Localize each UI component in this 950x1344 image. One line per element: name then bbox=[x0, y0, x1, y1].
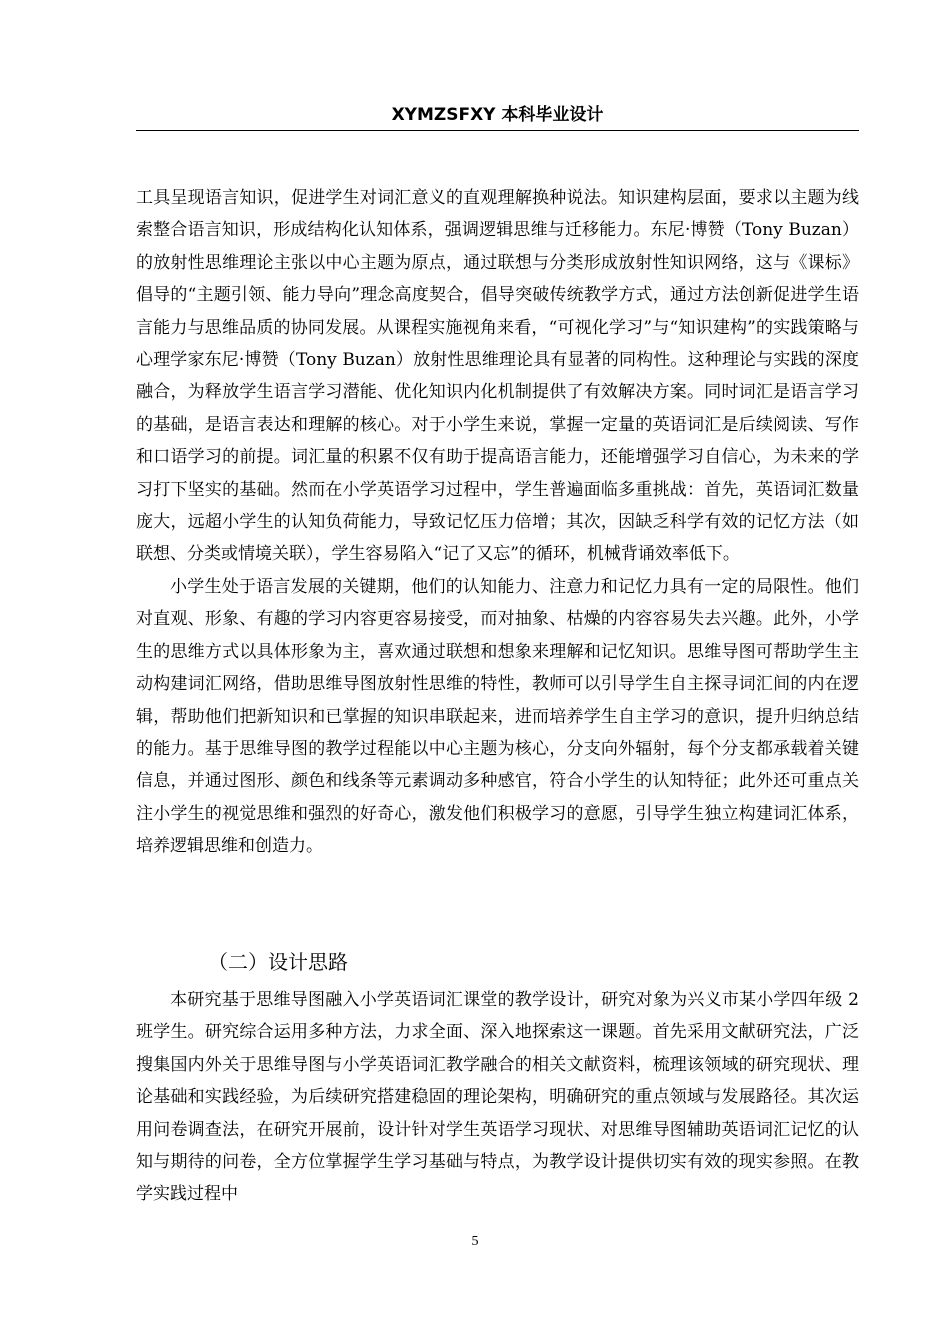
paragraph-2: 小学生处于语言发展的关键期，他们的认知能力、注意力和记忆力具有一定的局限性。他们对直观、形象、有趣的学习内容更容易接受，而对抽象、枯燥的内容容易失去兴趣。此外，小学生的思维方式以具体形象为主，喜欢通过联想和想象来理解和记忆知识。思维导图可帮助学生主动构建词汇网络，借助思维导图放射性思维的特性，教师可以引导学生自主探寻词汇间的内在逻辑，帮助他们把新知识和已掌握的知识串联起来，进而培养学生自主学习的意识，提升归纳总结的能力。基于思维导图的教学过程能以中心主题为核心，分支向外辐射，每个分支都承载着关键信息，并通过图形、颜色和线条等元素调动多种感官，符合小学生的认知特征；此外还可重点关注小学生的视觉思维和强烈的好奇心，激发他们积极学习的意愿，引导学生独立构建词汇体系，培养逻辑思维和创造力。 bbox=[136, 576, 859, 857]
paragraph-1: 工具呈现语言知识，促进学生对词汇意义的直观理解换种说法。知识建构层面，要求以主题为线索整合语言知识，形成结构化认知体系，强调逻辑思维与迁移能力。东尼·博赞（Tony Buzan）的放射性思维理论主张以中心主题为原点，通过联想与分类形成放射性知识网络，这与《课标》倡导的“主题引领、能力导向”理念高度契合，倡导突破传统教学方式，通过方法创新促进学生语言能力与思维品质的协同发展。从课程实施视角来看，“可视化学习”与“知识建构”的实践策略与心理学家东尼·博赞（Tony Buzan）放射性思维理论具有显著的同构性。这种理论与实践的深度融合，为释放学生语言学习潜能、优化知识内化机制提供了有效解决方案。同时词汇是语言学习的基础，是语言表达和理解的核心。对于小学生来说，掌握一定量的英语词汇是后续阅读、写作和口语学习的前提。词汇量的积累不仅有助于提高语言能力，还能增强学习自信心，为未来的学习打下坚实的基础。然而在小学英语学习过程中，学生普遍面临多重挑战：首先，英语词汇数量庞大，远超小学生的认知负荷能力，导致记忆压力倍增；其次，因缺乏科学有效的记忆方法（如联想、分类或情境关联），学生容易陷入“记了又忘”的循环，机械背诵效率低下。 bbox=[136, 188, 859, 565]
main-text-block bbox=[136, 182, 859, 863]
page-number: 5 bbox=[471, 1234, 479, 1249]
paragraph-3: 本研究基于思维导图融入小学英语词汇课堂的教学设计，研究对象为兴义市某小学四年级 2 班学生。研究综合运用多种方法，力求全面、深入地探索这一课题。首先采用文献研究法，广泛搜集国内外关于思维导图与小学英语词汇教学融合的相关文献资料，梳理该领域的研究现状、理论基础和实践经验，为后续研究搭建稳固的理论架构，明确研究的重点领域与发展路径。其次运用问卷调查法，在研究开展前，设计针对学生英语学习现状、对思维导图辅助英语词汇记忆的认知与期待的问卷，全方位掌握学生学习基础与特点，为教学设计提供切实有效的现实参照。在教学实践过程中 bbox=[136, 990, 859, 1205]
main-text-block-2 bbox=[136, 984, 859, 1211]
header-divider bbox=[136, 130, 859, 131]
page-header-title: XYMZSFXY 本科毕业设计 bbox=[391, 105, 604, 125]
section-heading: （二）设计思路 bbox=[208, 950, 348, 974]
